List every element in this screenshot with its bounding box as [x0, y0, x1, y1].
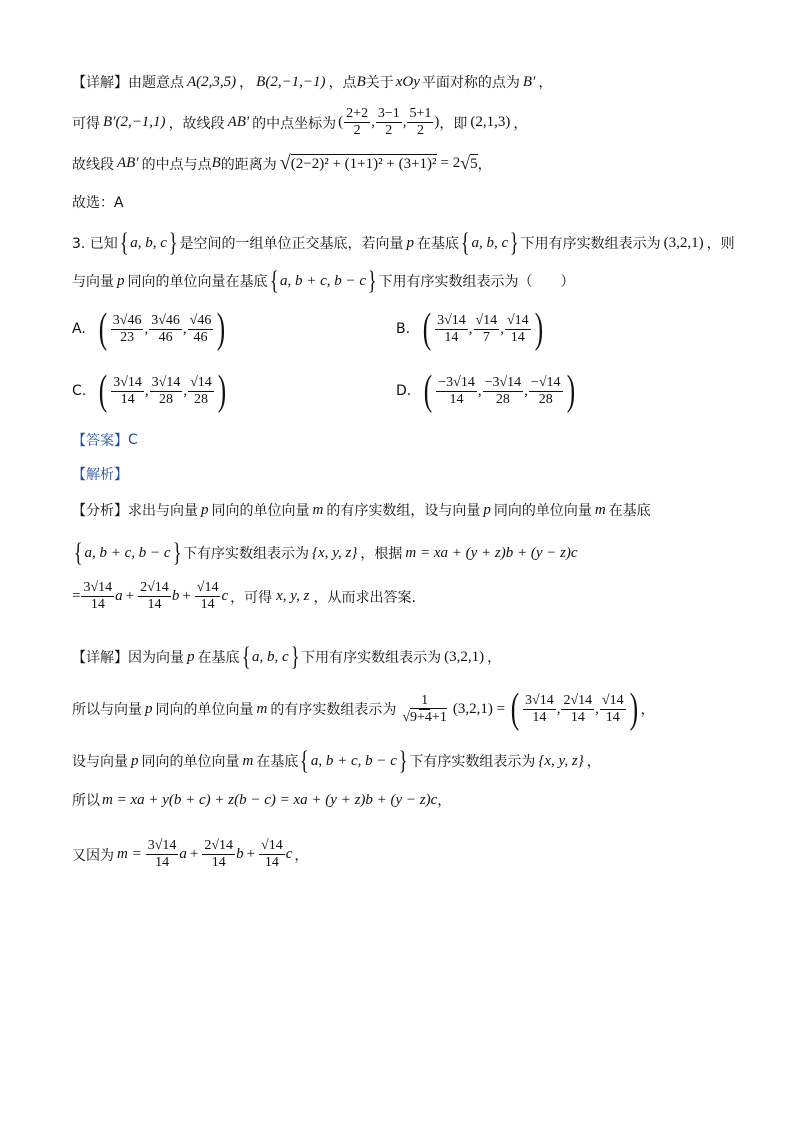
xiangjie-line-2: 所以与向量 p 同向的单位向量 m 的有序实数组表示为 $\frac{1}{√9+4+1}$ (3,2,1) = ( $\frac{3√14}{14}$ , $\frac{2√14}{14}$ , $\frac{√14}{14}$ ) ， [72, 686, 655, 732]
text: ，点 [328, 75, 357, 91]
choice-line [72, 192, 124, 212]
detail-line-1 [72, 72, 552, 92]
xyz-set: {x, y, z} [538, 752, 584, 769]
text: 的中点坐标为 [252, 115, 337, 132]
equals: = 2 [440, 155, 461, 171]
point-a: A(2,3,5) [187, 73, 237, 90]
vector-m: m = [117, 846, 142, 862]
segment-ab-prime: AB′ [227, 114, 250, 130]
vector-p: p [201, 501, 209, 518]
vector-m: m [312, 501, 324, 518]
fenxi-line-2: { a, b + c, b − c } 下有序实数组表示为 {x, y, z} ，根据 m = xa + (y + z)b + (y − z)c [73, 538, 578, 567]
tuple: (3,2,1) [444, 648, 485, 665]
question-3-line-2: 与向量 p 同向的单位向量在基底 { a, b + c, b − c } 下用有序实数组表示为（ ） [72, 266, 575, 295]
point-b-prime: B′(2,−1,1) [103, 114, 166, 130]
segment-ab-prime: AB′ [117, 155, 139, 171]
analysis-tag: 【解析】 [72, 467, 128, 483]
question-number: 3. 已知 [72, 236, 118, 252]
text: 与向量 [72, 274, 114, 290]
analysis-line [72, 464, 128, 484]
option-label: A. [72, 321, 86, 337]
basis: a, b + c, b − c [310, 752, 397, 769]
fenxi-line-1: 【分析】 求出与向量 p 同向的单位向量 m 的有序实数组，设与向量 p 同向的单位向量 m 在基底 [72, 501, 651, 519]
text: ， [513, 115, 528, 132]
text: 是空间的一组单位正交基底，若向量 [179, 236, 404, 252]
fenxi-line-3: = $\frac{3√14}{14}$ a + $\frac{2√14}{14}$ b + $\frac{√14}{14}$ c ，可得 x, y, z ，从而求出答案. [72, 580, 416, 612]
point-b-name: B [356, 73, 366, 90]
xiangjie-line-3: 设与向量 p 同向的单位向量 m 在基底 { a, b + c, b − c } 下有序实数组表示为 {x, y, z} ， [72, 746, 601, 775]
normalizer-fraction: $\frac{1}{√9+4+1}$ [402, 692, 447, 725]
m-expression: m = xa + (y + z)b + (y − z)c [405, 544, 578, 561]
text: ， [239, 75, 254, 91]
xiangjie-tag: 【详解】 [72, 650, 128, 666]
vector-p: p [406, 234, 414, 251]
text: 可得 [72, 115, 100, 132]
option-label: C. [72, 383, 87, 399]
basis: a, b, c [471, 234, 509, 251]
basis: a, b, c [251, 648, 289, 665]
xyz-set: {x, y, z} [312, 544, 358, 561]
text: ， [477, 156, 492, 173]
vector-p: p [187, 648, 195, 665]
text: 同向的单位向量在基底 [127, 274, 268, 290]
option-c[interactable]: C. ( $\frac{3√14}{14}$ , $\frac{3√14}{28}$ , $\frac{√14}{28}$ ) [72, 368, 226, 414]
variables: x, y, z [276, 588, 310, 604]
basis: a, b + c, b − c [279, 272, 367, 289]
basis: a, b + c, b − c [84, 544, 171, 561]
vector-p: p [117, 272, 125, 289]
sqrt-icon: √ [460, 153, 471, 173]
option-b[interactable]: B. ( $\frac{3√14}{14}$ , $\frac{√14}{7}$ , $\frac{√14}{14}$ ) [396, 306, 543, 352]
text: ，故线段 [168, 115, 225, 132]
text: 故线段 [72, 156, 114, 173]
xiangjie-line-5: 又因为 m = $\frac{3√14}{14}$ a + $\frac{2√14}{14}$ b + $\frac{√14}{14}$ c ， [72, 838, 309, 870]
text: 下用有序实数组表示为 [520, 236, 661, 252]
tuple: (3,2,1) [663, 234, 704, 251]
vector-p: p [145, 700, 153, 717]
text: 关于 [365, 75, 394, 91]
text: ，则 [706, 236, 735, 252]
choice-text: 故选：A [72, 195, 124, 211]
fraction: $\frac{2+2}{2}$ [346, 106, 369, 138]
midpoint: (2,1,3) [470, 114, 511, 130]
option-label: B. [396, 321, 411, 337]
point-b-prime: B′ [522, 73, 536, 90]
text: 下用有序实数组表示为（ ） [378, 274, 575, 290]
text: ， [538, 75, 553, 91]
option-a[interactable]: A. ( $\frac{3√46}{23}$ , $\frac{3√46}{46}$ , $\frac{√46}{46}$ ) [72, 306, 226, 352]
text: 的中点与点 [141, 156, 212, 173]
m-expansion: m = xa + y(b + c) + z(b − c) = xa + (y + z)b + (y − z)c [102, 791, 438, 808]
text: 平面对称的点为 [421, 75, 520, 91]
answer-line [72, 430, 138, 450]
xiangjie-line-4: 所以 m = xa + y(b + c) + z(b − c) = xa + (y + z)b + (y − z)c ， [72, 791, 452, 809]
detail-line-2: 可得 B′(2,−1,1) ，故线段 AB′ 的中点坐标为 ( $\frac{2+2}{2}$ , $\frac{3-1}{2}$ , $\frac{5+1}{2}$ ) ，即 (2,1,3) ， [72, 106, 528, 138]
option-label: D. [396, 383, 412, 399]
vector-p: p [483, 501, 491, 518]
vector-m: m [256, 700, 268, 717]
detail-line-3 [72, 152, 492, 175]
basis: a, b, c [130, 234, 167, 251]
radicand: 5 [470, 156, 478, 172]
vector-m: m [594, 501, 606, 518]
point-b-name: B [211, 155, 221, 171]
vector-m: m [242, 752, 254, 769]
distance-expression: (2−2)² + (1+1)² + (3+1)² [290, 156, 437, 172]
text: 的距离为 [220, 156, 277, 173]
answer-tag: 【答案】 [72, 433, 128, 449]
xiangjie-line-1: 【详解】 因为向量 p 在基底 { a, b, c } 下用有序实数组表示为 (3,2,1) ， [72, 642, 502, 671]
sqrt-icon: √ [279, 152, 291, 174]
text: 由题意点 [128, 75, 184, 91]
fraction: $\frac{5+1}{2}$ [409, 106, 432, 138]
text: ，即 [439, 115, 468, 132]
text: 在基底 [416, 236, 459, 252]
fraction: $\frac{3-1}{2}$ [377, 106, 400, 138]
fenxi-tag: 【分析】 [72, 503, 128, 519]
detail-tag: 【详解】 [72, 75, 128, 91]
question-3-line-1: 3. 已知 { a, b, c } 是空间的一组单位正交基底，若向量 p 在基底 { a, b, c } 下用有序实数组表示为 (3,2,1) ，则 [72, 228, 735, 257]
answer-value: C [128, 432, 138, 448]
point-b: B(2,−1,−1) [256, 73, 326, 90]
option-d[interactable]: D. ( $\frac{-3√14}{14}$ , $\frac{-3√14}{28}$ , $\frac{-√14}{28}$ ) [396, 368, 575, 414]
plane-xoy: xOy [395, 73, 420, 90]
vector-p: p [131, 752, 139, 769]
